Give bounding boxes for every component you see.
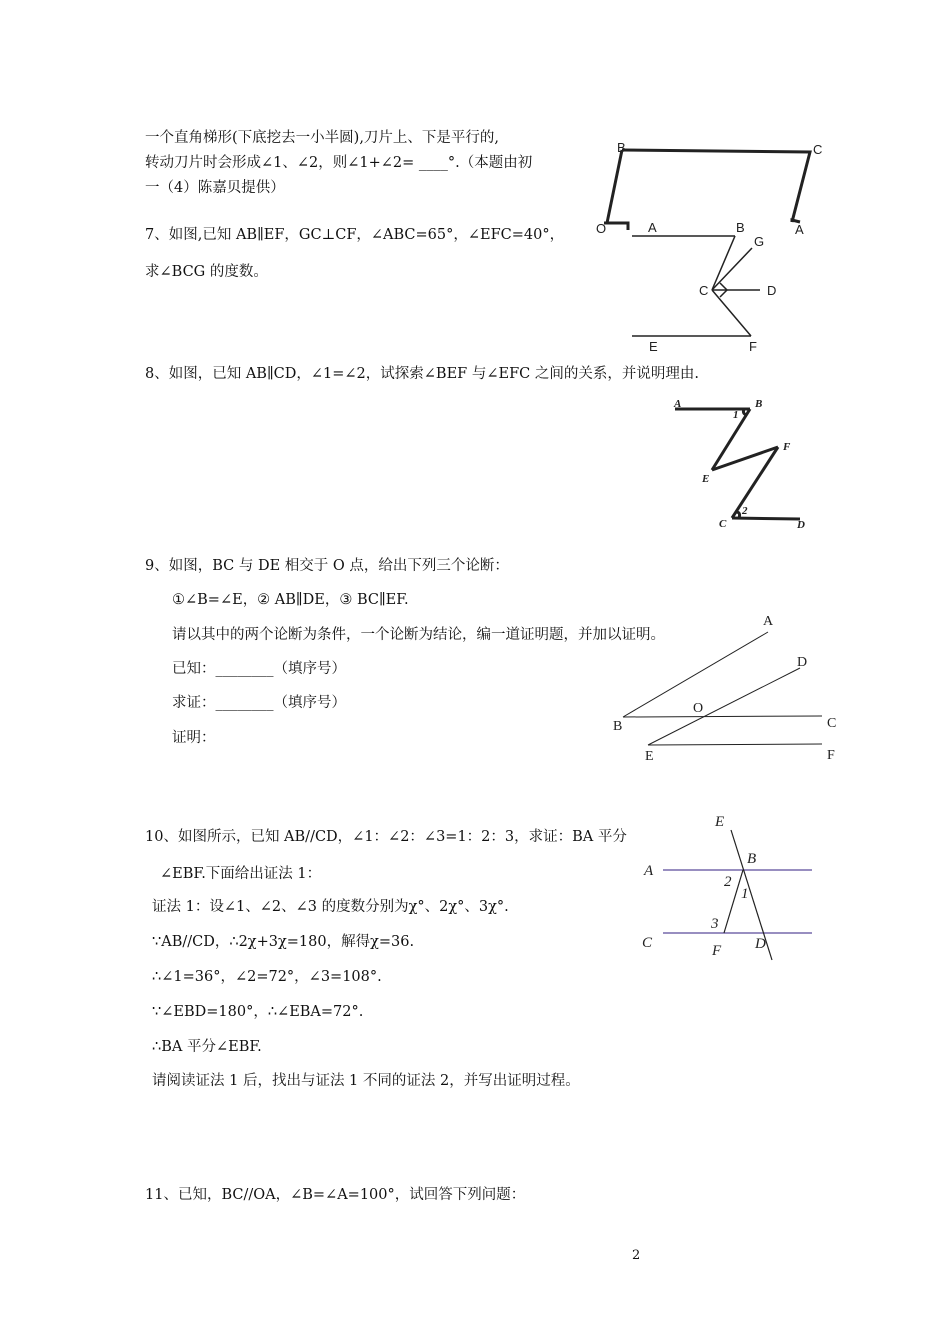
q7-label-b: B xyxy=(736,220,745,235)
q6-label-o: O xyxy=(596,221,607,236)
q10-label-3: 3 xyxy=(711,916,719,932)
q7-text-line1: 7、如图,已知 AB∥EF，GC⊥CF，∠ABC=65°，∠EFC=40°， xyxy=(145,227,565,243)
q8-label-1: 1 xyxy=(733,409,739,421)
q9-text-line1: 9、如图，BC 与 DE 相交于 O 点，给出下列三个论断： xyxy=(145,558,509,574)
q8-label-2: 2 xyxy=(742,505,748,517)
q9-label-e: E xyxy=(645,749,654,764)
q10-text-line2: ∠EBF.下面给出证法 1： xyxy=(160,866,322,882)
q9-given-line: 已知：________（填序号） xyxy=(172,661,346,677)
q7-text-line2: 求∠BCG 的度数。 xyxy=(145,264,268,280)
q8-text-line1: 8、如图，已知 AB∥CD，∠1=∠2，试探索∠BEF 与∠EFC 之间的关系，并说明理由. xyxy=(145,366,699,382)
q8-label-c: C xyxy=(719,518,727,530)
q6-text-line2: 转动刀片时会形成∠1、∠2，则∠1+∠2= ____°.（本题由初 xyxy=(145,155,533,171)
q9-label-a: A xyxy=(763,614,774,629)
q9-prove-line: 求证：________（填序号） xyxy=(172,695,346,711)
q9-text-line2: ①∠B=∠E，② AB∥DE，③ BC∥EF. xyxy=(172,592,409,608)
q7-label-f: F xyxy=(749,339,757,354)
q9-label-o: O xyxy=(693,701,704,716)
q10-proof-line5: ∴BA 平分∠EBF. xyxy=(152,1039,262,1055)
q7-label-e: E xyxy=(649,339,658,354)
q6-label-b: B xyxy=(617,140,626,155)
q10-label-b: B xyxy=(747,851,757,867)
q9-label-c: C xyxy=(827,716,837,731)
q10-label-f: F xyxy=(712,943,722,959)
q10-label-e: E xyxy=(715,814,725,830)
q10-proof-line2: ∵AB//CD，∴2χ+3χ=180，解得χ=36. xyxy=(152,934,415,950)
q11-text-line1: 11、已知，BC//OA，∠B=∠A=100°，试回答下列问题： xyxy=(145,1187,526,1203)
q8-label-a: A xyxy=(674,398,682,410)
q10-label-c: C xyxy=(642,935,653,951)
q6-label-a: A xyxy=(795,222,804,237)
q9-text-line3: 请以其中的两个论断为条件，一个论断为结论，编一道证明题，并加以证明。 xyxy=(172,627,665,643)
q10-proof-line3: ∴∠1=36°，∠2=72°，∠3=108°. xyxy=(152,969,382,985)
q10-label-d: D xyxy=(755,936,766,952)
q9-label-d: D xyxy=(797,655,808,670)
q8-label-f: F xyxy=(783,441,791,453)
q10-proof-line4: ∵∠EBD=180°，∴∠EBA=72°. xyxy=(152,1004,364,1020)
q7-label-d: D xyxy=(767,283,777,298)
q9-label-b: B xyxy=(613,719,623,734)
q9-proof-line: 证明： xyxy=(172,730,216,746)
q8-label-b: B xyxy=(755,398,763,410)
page-number: 2 xyxy=(632,1248,641,1263)
q7-label-g: G xyxy=(754,234,765,249)
q10-label-a: A xyxy=(644,863,654,879)
q8-label-e: E xyxy=(702,473,710,485)
q8-label-d: D xyxy=(797,519,805,531)
q10-label-2: 2 xyxy=(724,874,732,890)
q10-proof-line1: 证法 1：设∠1、∠2、∠3 的度数分别为χ°、2χ°、3χ°. xyxy=(152,899,509,915)
q9-label-f: F xyxy=(827,748,835,763)
q6-text-line1: 一个直角梯形(下底挖去一小半圆),刀片上、下是平行的, xyxy=(145,130,500,146)
q10-text-line1: 10、如图所示，已知 AB//CD，∠1：∠2：∠3=1：2：3，求证：BA 平分 xyxy=(145,829,627,845)
q6-text-line3: 一（4）陈嘉贝提供） xyxy=(145,180,285,196)
q10-task-line: 请阅读证法 1 后，找出与证法 1 不同的证法 2，并写出证明过程。 xyxy=(152,1073,580,1089)
q7-label-a: A xyxy=(648,220,657,235)
q10-label-1: 1 xyxy=(741,886,749,902)
q7-label-c: C xyxy=(699,283,709,298)
q6-label-c: C xyxy=(813,142,823,157)
